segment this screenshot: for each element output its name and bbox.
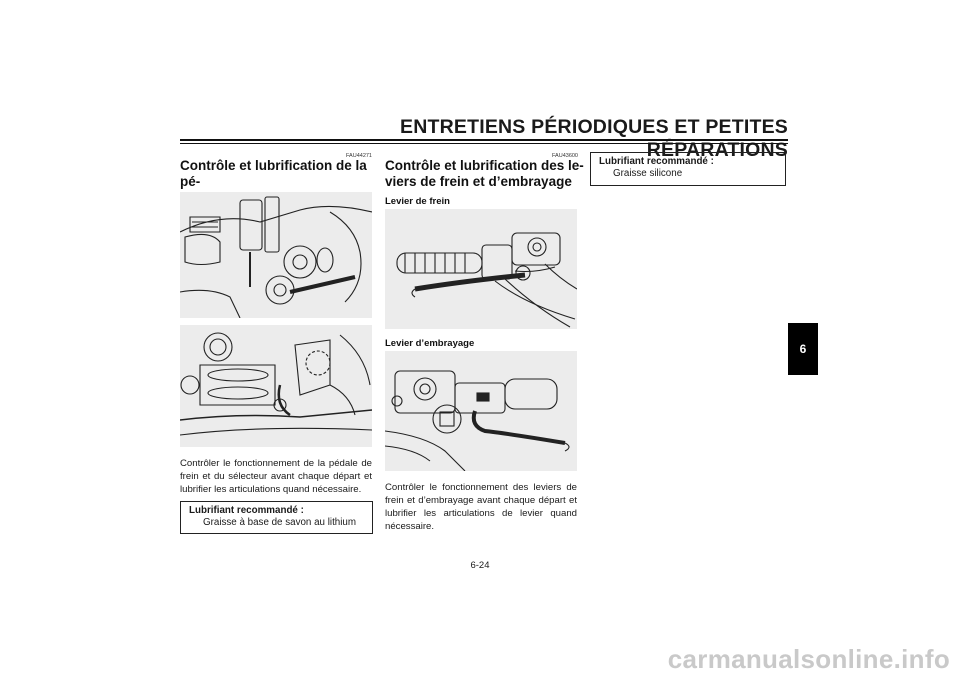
section-title-middle-line1: Contrôle et lubrification des le- bbox=[385, 158, 584, 173]
lubricant-value-left: Graisse à base de savon au lithium bbox=[203, 517, 357, 528]
body-text-middle: Contrôler le fonctionnement des leviers de frein et d’embrayage avant chaque départ et lubrifier les articulations de levier quand nécessaire. bbox=[385, 482, 577, 532]
header-rule bbox=[180, 139, 788, 141]
page-header-title: ENTRETIENS PÉRIODIQUES ET PETITES RÉPARATIONS bbox=[400, 116, 788, 161]
lubricant-label-left: Lubrifiant recommandé : bbox=[189, 505, 304, 516]
watermark: carmanualsonline.info bbox=[667, 644, 950, 674]
lubricant-box-left bbox=[180, 501, 373, 534]
lubricant-value-right: Graisse silicone bbox=[613, 168, 683, 179]
brake-pedal-illustration bbox=[180, 192, 372, 318]
section-title-left-line1: Contrôle et lubrification de la pé- bbox=[180, 158, 367, 189]
subhead-brake-lever: Levier de frein bbox=[385, 196, 450, 207]
section-code-middle: FAU43600 bbox=[552, 153, 578, 159]
clutch-lever-illustration bbox=[385, 351, 577, 471]
page-number: 6-24 bbox=[470, 560, 490, 571]
lubricant-label-right: Lubrifiant recommandé : bbox=[599, 156, 714, 167]
brake-lever-illustration bbox=[385, 209, 577, 329]
lubricant-box-right bbox=[590, 152, 786, 186]
subhead-clutch-lever: Levier d’embrayage bbox=[385, 338, 475, 349]
header-rule-thin bbox=[180, 143, 788, 144]
body-text-left: Contrôler le fonctionnement de la pédale de frein et du sélecteur avant chaque départ et lubrifier les articulations quand nécessaire. bbox=[180, 458, 372, 495]
section-title-middle-line2: viers de frein et d’embrayage bbox=[385, 174, 572, 189]
section-code-left: FAU44271 bbox=[346, 153, 372, 159]
shift-pedal-illustration bbox=[180, 325, 372, 447]
chapter-tab[interactable]: 6 bbox=[788, 323, 818, 375]
section-title-middle bbox=[385, 158, 585, 190]
